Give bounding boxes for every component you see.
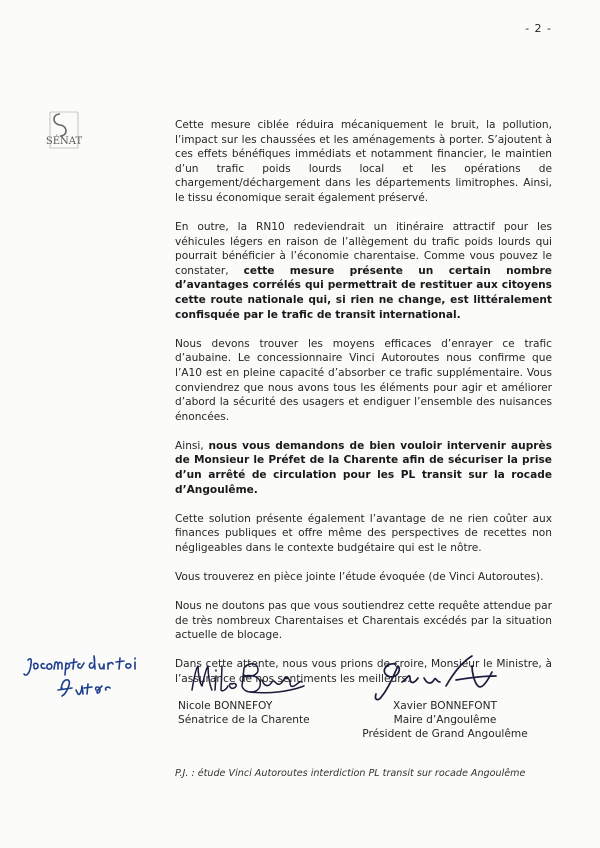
signatory-right-name: Xavier BONNEFONT bbox=[393, 700, 497, 712]
paragraph-text: Cette mesure ciblée réduira mécaniquement le bruit, la pollution, l’impact sur les chaussées et les aménagements à porter. S’ajoutent à ces effets bénéfiques immédiats et notamment financier, le maintien d’un trafic poids lourds local et les opérations de chargement/déchargement dans les départements limitrophes. Ainsi, le tissu économique serait également préservé. bbox=[175, 119, 552, 204]
signatory-left-title: Sénatrice de la Charente bbox=[178, 714, 310, 726]
signature-nicole-bonnefoy bbox=[188, 656, 316, 700]
paragraph-text: Cette solution présente également l’avantage de ne rien coûter aux finances publiques et offre même des perspectives de recettes non négligeables dans le contexte budgétaire qui est le nôtre. bbox=[175, 512, 552, 554]
paragraph-text: Nous devons trouver les moyens efficaces d’enrayer ce trafic d’aubaine. Le concessionnaire Vinci Autoroutes nous confirme que l’A10 est en pleine capacité d’absorber ce trafic supplémentaire. Vous conviendrez que nous avons tous les éléments pour agir et améliorer d’abord la sécurité des usagers et endiguer l’ensemble des nuisances énoncées. bbox=[175, 337, 552, 423]
body-paragraph bbox=[175, 599, 552, 643]
signatory-right-title2: Président de Grand Angoulême bbox=[362, 728, 528, 740]
senat-logo bbox=[38, 108, 90, 156]
paragraph-text: Vous trouverez en pièce jointe l’étude évoquée (de Vinci Autoroutes). bbox=[175, 570, 544, 583]
paragraph-text: En outre, la RN10 redeviendrait un itinéraire attractif pour les véhicules légers en raison de l’allègement du trafic poids lourds qui pourrait bénéficier à l’économie charentaise. Comme vous pouvez le constater, bbox=[175, 221, 552, 277]
paragraph-text: Ainsi, bbox=[175, 439, 209, 452]
paragraph-text: Nous ne doutons pas que vous soutiendrez cette requête attendue par de très nombreux Charentaises et Charentais excédés par la situation actuelle de blocage. bbox=[175, 600, 552, 642]
signatory-left bbox=[178, 699, 310, 727]
signatory-left-name: Nicole BONNEFOY bbox=[178, 700, 273, 712]
page-number: - 2 - bbox=[525, 22, 552, 35]
handwritten-note bbox=[22, 650, 152, 710]
body-paragraph bbox=[175, 512, 552, 556]
emphasis-text: nous vous demandons de bien vouloir intervenir auprès de Monsieur le Préfet de la Charente afin de sécuriser la prise d’un arrêté de circulation pour les PL transit sur la rocade d’Angoulême. bbox=[175, 439, 553, 496]
senat-logo-text: SÉNAT bbox=[45, 136, 83, 147]
body-paragraph bbox=[175, 570, 552, 585]
body-paragraph bbox=[175, 337, 552, 425]
body-paragraph bbox=[175, 220, 552, 322]
body-paragraph bbox=[175, 118, 552, 206]
paragraph-text: Dans cette attente, nous vous prions de croire, Monsieur le Ministre, à l’assurance de nos sentiments les meilleurs. bbox=[175, 658, 552, 685]
emphasis-text: cette mesure présente un certain nombre d’avantages corrélés qui permettrait de restituer aux citoyens cette route nationale qui, si rien ne change, est littéralement confisquée par le trafic de transit international. bbox=[175, 264, 552, 321]
body-paragraph bbox=[175, 439, 552, 497]
signatory-right bbox=[360, 699, 530, 741]
attachment-note: P.J. : étude Vinci Autoroutes interdiction PL transit sur rocade Angoulême bbox=[175, 768, 526, 779]
signatory-right-title: Maire d’Angoulême bbox=[393, 714, 497, 726]
letter-body bbox=[175, 118, 552, 701]
